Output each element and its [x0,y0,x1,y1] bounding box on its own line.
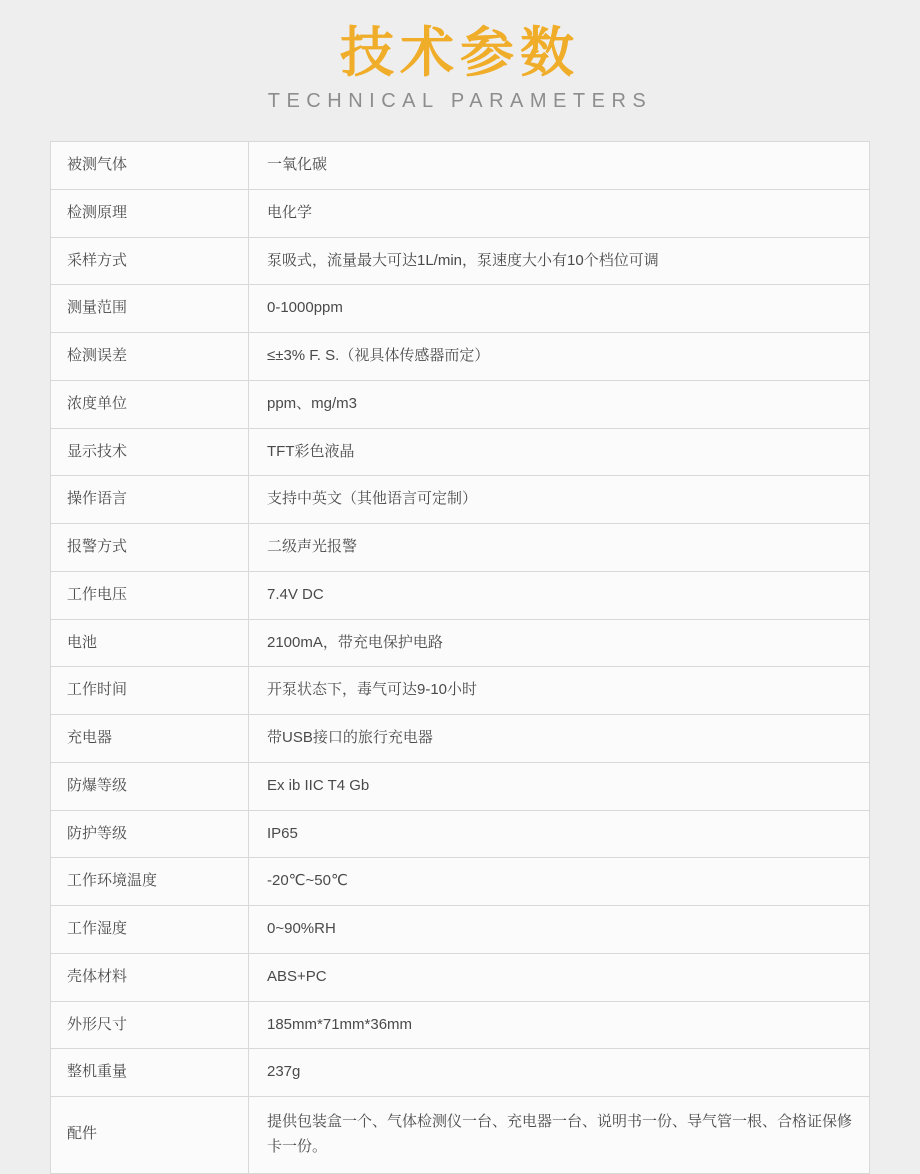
table-row [51,476,869,524]
parameter-value: ppm、mg/m3 [249,380,870,428]
parameters-table [51,142,869,1174]
table-row [51,1097,869,1174]
table-row [51,906,869,954]
table-row [51,333,869,381]
parameter-value: 带USB接口的旅行充电器 [249,715,870,763]
table-row [51,858,869,906]
page-header [0,0,920,113]
parameter-value: -20℃~50℃ [249,858,870,906]
parameter-value: 电化学 [249,189,870,237]
parameter-label: 显示技术 [51,428,249,476]
table-row [51,524,869,572]
parameter-value: 237g [249,1049,870,1097]
parameter-label: 检测误差 [51,333,249,381]
parameter-label: 工作时间 [51,667,249,715]
parameter-value: 2100mA，带充电保护电路 [249,619,870,667]
table-row [51,380,869,428]
parameter-value: IP65 [249,810,870,858]
table-row [51,428,869,476]
parameter-label: 浓度单位 [51,380,249,428]
table-row [51,715,869,763]
table-row [51,189,869,237]
parameters-table-wrapper [50,141,870,1174]
parameter-label: 操作语言 [51,476,249,524]
parameter-label: 被测气体 [51,142,249,189]
parameter-label: 整机重量 [51,1049,249,1097]
parameter-label: 电池 [51,619,249,667]
parameter-value: 一氧化碳 [249,142,870,189]
parameter-label: 充电器 [51,715,249,763]
page-subtitle: TECHNICAL PARAMETERS [267,90,653,113]
parameter-label: 防爆等级 [51,762,249,810]
parameter-value: 二级声光报警 [249,524,870,572]
parameter-value: 185mm*71mm*36mm [249,1001,870,1049]
parameter-label: 工作湿度 [51,906,249,954]
parameter-label: 采样方式 [51,237,249,285]
table-row [51,762,869,810]
parameter-label: 配件 [51,1097,249,1174]
parameter-label: 防护等级 [51,810,249,858]
parameter-value: 0~90%RH [249,906,870,954]
table-row [51,1049,869,1097]
table-row [51,285,869,333]
parameter-value: 提供包装盒一个、气体检测仪一台、充电器一台、说明书一份、导气管一根、合格证保修卡一份。 [249,1097,870,1174]
parameter-label: 检测原理 [51,189,249,237]
page-title: 技术参数 [340,21,580,84]
parameter-value: 泵吸式，流量最大可达1L/min，泵速度大小有10个档位可调 [249,237,870,285]
parameter-value: ABS+PC [249,953,870,1001]
parameter-value: Ex ib IIC T4 Gb [249,762,870,810]
table-row [51,142,869,189]
parameter-value: 0-1000ppm [249,285,870,333]
parameter-label: 测量范围 [51,285,249,333]
parameter-label: 壳体材料 [51,953,249,1001]
parameter-value: 开泵状态下，毒气可达9-10小时 [249,667,870,715]
parameter-value: 7.4V DC [249,571,870,619]
parameter-label: 工作环境温度 [51,858,249,906]
parameter-value: TFT彩色液晶 [249,428,870,476]
parameter-label: 报警方式 [51,524,249,572]
table-row [51,619,869,667]
parameter-label: 外形尺寸 [51,1001,249,1049]
table-row [51,667,869,715]
parameters-table-body [51,142,869,1173]
parameter-label: 工作电压 [51,571,249,619]
table-row [51,1001,869,1049]
table-row [51,810,869,858]
parameter-value: ≤±3% F. S.（视具体传感器而定） [249,333,870,381]
parameter-value: 支持中英文（其他语言可定制） [249,476,870,524]
table-row [51,571,869,619]
table-row [51,237,869,285]
table-row [51,953,869,1001]
